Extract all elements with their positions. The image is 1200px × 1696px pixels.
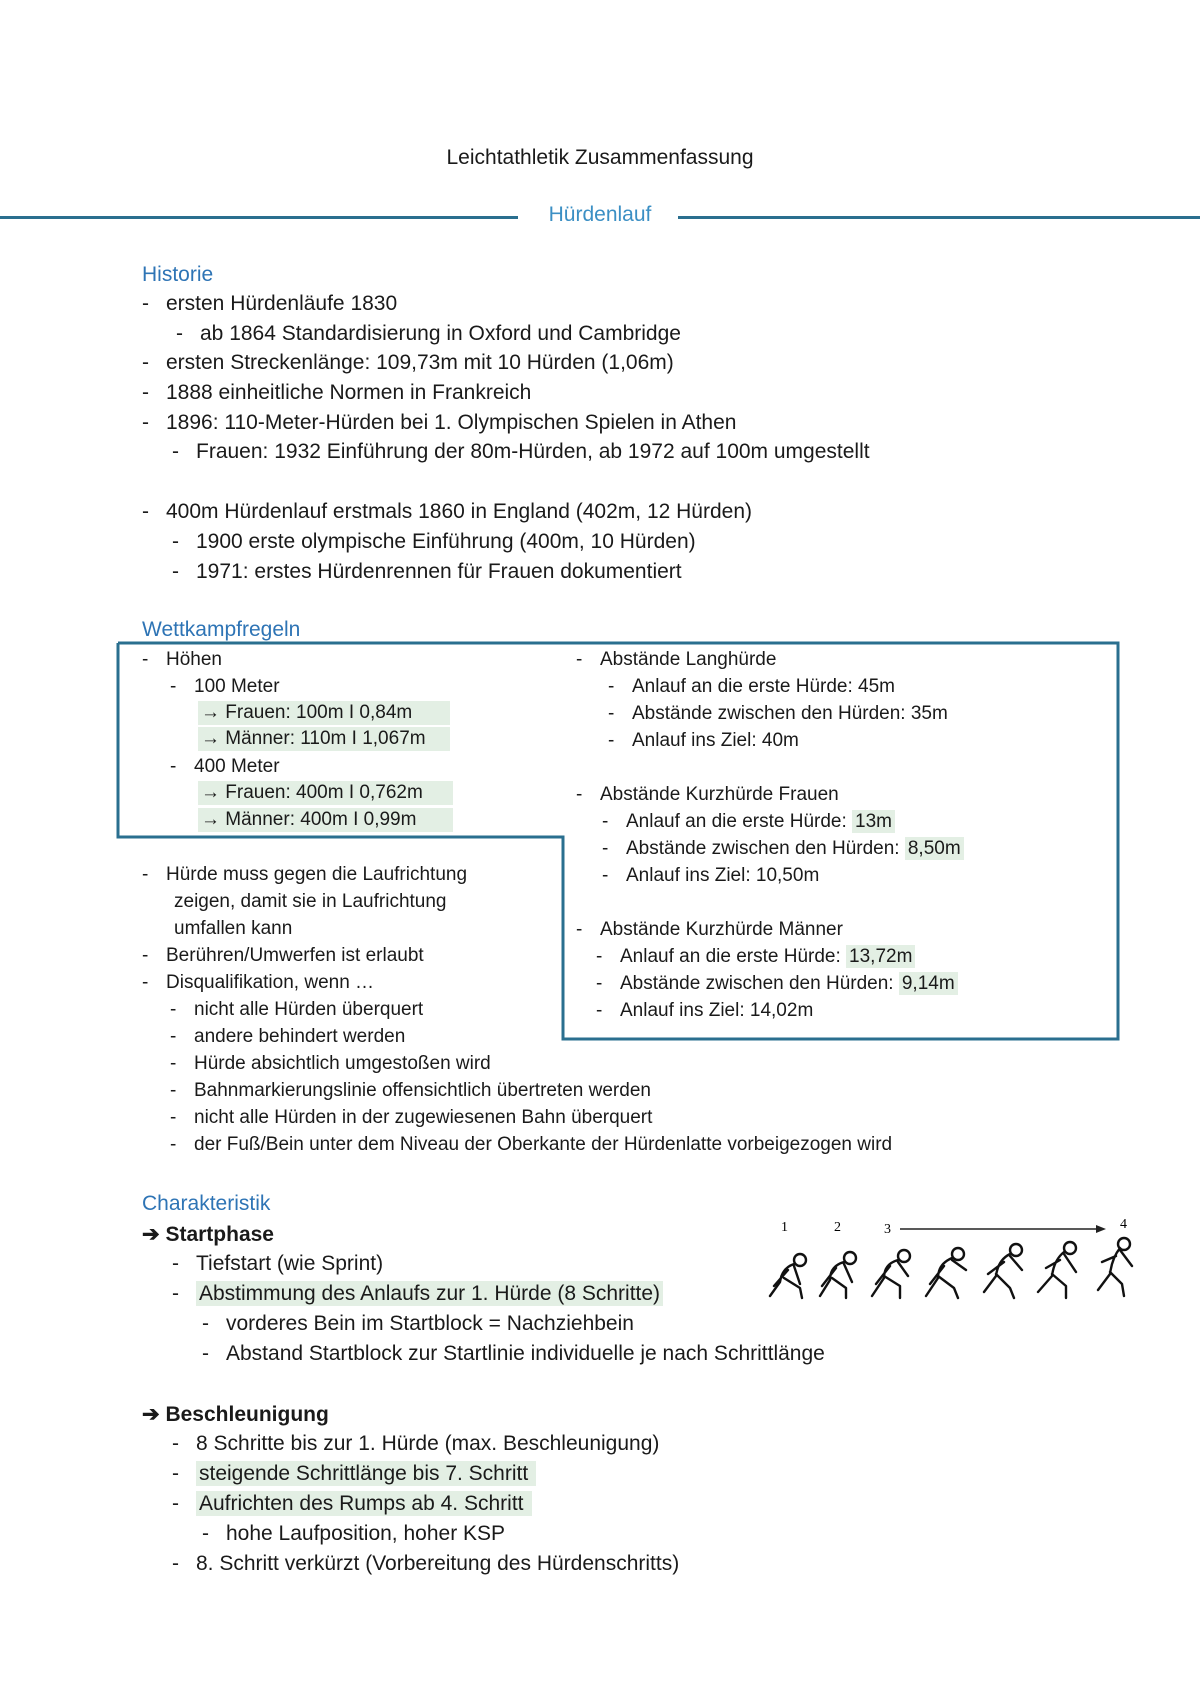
charakteristik-heading: Charakteristik <box>142 1192 271 1215</box>
list-item: - der Fuß/Bein unter dem Niveau der Oberkante der Hürdenlatte vorbeigezogen wird <box>170 1134 893 1155</box>
historie-heading: Historie <box>142 263 214 286</box>
list-item: - Abstimmung des Anlaufs zur 1. Hürde (8 Schritte) <box>172 1282 663 1306</box>
list-item-continued: umfallen kann <box>174 918 293 939</box>
figure-arrow-head <box>1096 1225 1106 1233</box>
figure-label-2: 2 <box>834 1220 841 1235</box>
list-item: - Anlauf an die erste Hürde: 45m <box>608 676 895 697</box>
height-100m-women: → Frauen: 100m I 0,84m <box>198 701 450 725</box>
runner-figure-4 <box>926 1248 966 1298</box>
runner-figure-7 <box>1098 1238 1132 1296</box>
list-item: - 8. Schritt verkürzt (Vorbereitung des Hürdenschritts) <box>172 1552 680 1575</box>
list-item: - hohe Laufposition, hoher KSP <box>202 1522 506 1545</box>
list-item: - nicht alle Hürden überquert <box>170 999 424 1020</box>
height-400m-women: → Frauen: 400m I 0,762m <box>198 781 453 805</box>
list-item: - Abstand Startblock zur Startlinie individuelle je nach Schrittlänge <box>202 1342 825 1365</box>
list-item: - 1896: 110-Meter-Hürden bei 1. Olympischen Spielen in Athen <box>142 411 737 434</box>
list-item: - Hürde absichtlich umgestoßen wird <box>170 1053 491 1074</box>
height-400m-men: → Männer: 400m I 0,99m <box>198 808 453 832</box>
list-item: - Berühren/Umwerfen ist erlaubt <box>142 945 424 966</box>
section-heading: Hürdenlauf <box>548 203 652 226</box>
figure-label-1: 1 <box>781 1220 788 1235</box>
list-item: - Abstände Langhürde <box>576 649 777 670</box>
runner-figure-1 <box>770 1254 806 1298</box>
list-item: - Frauen: 1932 Einführung der 80m-Hürden, ab 1972 auf 100m umgestellt <box>172 440 870 463</box>
list-item: - nicht alle Hürden in der zugewiesenen Bahn überquert <box>170 1107 653 1128</box>
list-item: - 400 Meter <box>170 756 280 777</box>
list-item: - Anlauf ins Ziel: 14,02m <box>596 1000 814 1021</box>
figure-label-3: 3 <box>884 1222 891 1237</box>
list-item: - ab 1864 Standardisierung in Oxford und Cambridge <box>176 322 681 345</box>
list-item: - 1971: erstes Hürdenrennen für Frauen dokumentiert <box>172 560 682 583</box>
list-item: - Höhen <box>142 649 222 670</box>
list-item: - Abstände Kurzhürde Männer <box>576 919 843 940</box>
list-item: - Abstände zwischen den Hürden: 8,50m <box>602 838 964 860</box>
list-item: - ersten Streckenlänge: 109,73m mit 10 Hürden (1,06m) <box>142 351 674 374</box>
list-item: - Anlauf ins Ziel: 40m <box>608 730 799 751</box>
list-item: - Abstände zwischen den Hürden: 9,14m <box>596 973 958 995</box>
list-item: - Disqualifikation, wenn … <box>142 972 375 993</box>
list-item: - 100 Meter <box>170 676 280 697</box>
list-item: - steigende Schrittlänge bis 7. Schritt <box>172 1462 536 1486</box>
wettkampfregeln-heading: Wettkampfregeln <box>142 618 301 641</box>
list-item: - 8 Schritte bis zur 1. Hürde (max. Beschleunigung) <box>172 1432 660 1455</box>
list-item: - Abstände Kurzhürde Frauen <box>576 784 839 805</box>
list-item: - Anlauf an die erste Hürde: 13,72m <box>596 946 915 968</box>
runner-figure-3 <box>872 1250 910 1298</box>
list-item: - Abstände zwischen den Hürden: 35m <box>608 703 948 724</box>
startphase-heading: ➔ Startphase <box>142 1223 274 1246</box>
list-item-continued: zeigen, damit sie in Laufrichtung <box>174 891 447 912</box>
start-sequence-figure <box>760 1210 1160 1310</box>
list-item: - Hürde muss gegen die Laufrichtung <box>142 864 468 885</box>
list-item: - ersten Hürdenläufe 1830 <box>142 292 398 315</box>
runner-figure-5 <box>984 1244 1022 1298</box>
runner-figure-2 <box>820 1252 856 1298</box>
list-item: - Anlauf an die erste Hürde: 13m <box>602 811 895 833</box>
list-item: - Aufrichten des Rumps ab 4. Schritt <box>172 1492 532 1516</box>
list-item: - Tiefstart (wie Sprint) <box>172 1252 384 1275</box>
list-item: - vorderes Bein im Startblock = Nachziehbein <box>202 1312 634 1335</box>
list-item: - Bahnmarkierungslinie offensichtlich übertreten werden <box>170 1080 651 1101</box>
runner-figure-6 <box>1038 1242 1076 1298</box>
document-title: Leichtathletik Zusammenfassung <box>446 146 754 169</box>
list-item: - andere behindert werden <box>170 1026 406 1047</box>
figure-label-4: 4 <box>1120 1217 1127 1232</box>
list-item: - 1900 erste olympische Einführung (400m, 10 Hürden) <box>172 530 696 553</box>
list-item: - 1888 einheitliche Normen in Frankreich <box>142 381 532 404</box>
list-item: - Anlauf ins Ziel: 10,50m <box>602 865 820 886</box>
list-item: - 400m Hürdenlauf erstmals 1860 in England (402m, 12 Hürden) <box>142 500 753 523</box>
height-110m-men: → Männer: 110m I 1,067m <box>198 727 450 751</box>
beschleunigung-heading: ➔ Beschleunigung <box>142 1403 329 1426</box>
